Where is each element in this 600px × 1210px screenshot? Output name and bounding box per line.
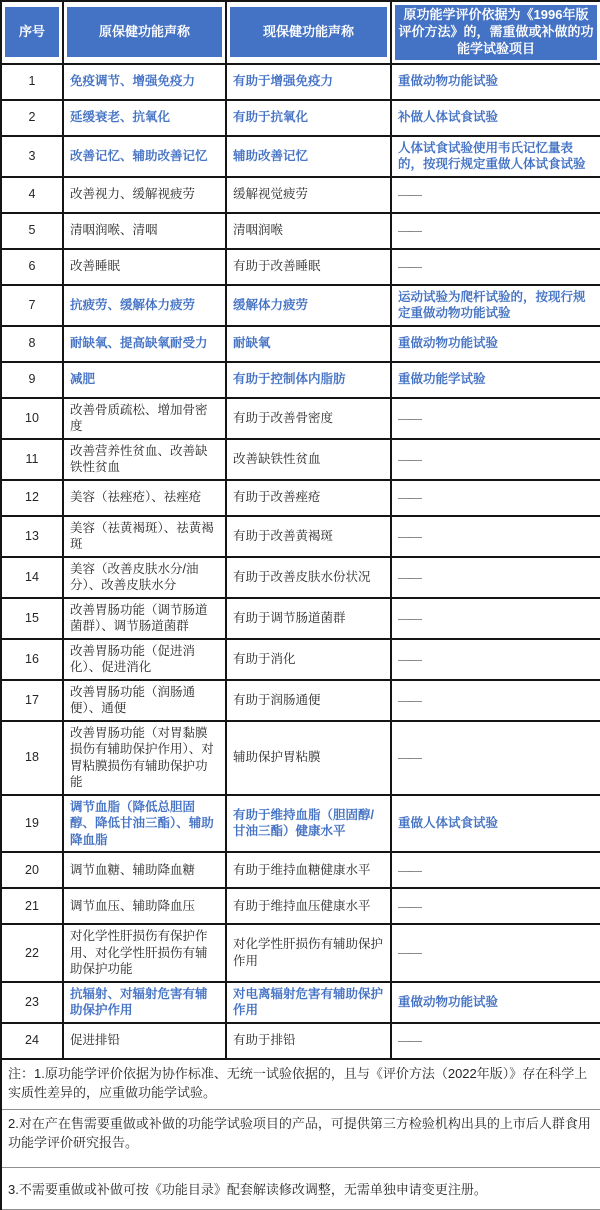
cell-current-claim: 有助于维持血压健康水平 — [226, 888, 391, 924]
cell-current-claim: 有助于维持血糖健康水平 — [226, 852, 391, 888]
cell-original-claim: 美容（祛黄褐斑）、祛黄褐斑 — [63, 516, 226, 557]
header-label-original-claim: 原保健功能声称 — [67, 7, 222, 57]
table-row — [1, 982, 600, 1023]
cell-test-item: 补做人体试食试验 — [391, 100, 600, 136]
cell-current-claim: 改善缺铁性贫血 — [226, 439, 391, 480]
cell-index: 22 — [1, 924, 63, 982]
cell-original-claim: 调节血压、辅助降血压 — [63, 888, 226, 924]
table-row — [1, 213, 600, 249]
cell-current-claim: 有助于维持血脂（胆固醇/甘油三酯）健康水平 — [226, 795, 391, 853]
cell-test-item: —— — [391, 213, 600, 249]
cell-original-claim: 改善胃肠功能（对胃黏膜损伤有辅助保护作用）、对胃粘膜损伤有辅助保护功能 — [63, 721, 226, 795]
cell-index: 8 — [1, 326, 63, 362]
table-row — [1, 285, 600, 326]
cell-current-claim: 有助于抗氧化 — [226, 100, 391, 136]
cell-current-claim: 有助于控制体内脂肪 — [226, 362, 391, 398]
cell-current-claim: 有助于改善睡眠 — [226, 249, 391, 285]
table-row — [1, 439, 600, 480]
table-row — [1, 177, 600, 213]
cell-index: 1 — [1, 64, 63, 100]
header-label-current-claim: 现保健功能声称 — [230, 7, 387, 57]
cell-current-claim: 有助于消化 — [226, 639, 391, 680]
table-body — [1, 64, 600, 1059]
cell-test-item: —— — [391, 639, 600, 680]
cell-index: 17 — [1, 680, 63, 721]
cell-current-claim: 有助于润肠通便 — [226, 680, 391, 721]
cell-test-item: —— — [391, 924, 600, 982]
cell-original-claim: 改善胃肠功能（调节肠道菌群）、调节肠道菌群 — [63, 598, 226, 639]
cell-test-item: —— — [391, 1023, 600, 1059]
note-text: 注：1.原功能学评价依据为协作标准、无统一试验依据的，且与《评价方法（2022年版）》存在科学上实质性差异的，应重做功能学试验。 — [1, 1059, 600, 1110]
cell-index: 18 — [1, 721, 63, 795]
cell-test-item: —— — [391, 480, 600, 516]
cell-current-claim: 有助于改善骨密度 — [226, 398, 391, 439]
cell-test-item: 重做功能学试验 — [391, 362, 600, 398]
cell-original-claim: 改善胃肠功能（促进消化）、促进消化 — [63, 639, 226, 680]
cell-original-claim: 免疫调节、增强免疫力 — [63, 64, 226, 100]
cell-index: 10 — [1, 398, 63, 439]
cell-index: 13 — [1, 516, 63, 557]
cell-index: 21 — [1, 888, 63, 924]
cell-test-item: 重做动物功能试验 — [391, 982, 600, 1023]
header-cell-index — [1, 1, 63, 64]
cell-test-item: 运动试验为爬杆试验的，按现行规定重做动物功能试验 — [391, 285, 600, 326]
table-row — [1, 1023, 600, 1059]
notes-body — [1, 1059, 600, 1210]
header-label-index: 序号 — [5, 7, 59, 57]
table-row — [1, 516, 600, 557]
cell-test-item: 人体试食试验使用韦氏记忆量表的，按现行规定重做人体试食试验 — [391, 136, 600, 177]
cell-original-claim: 调节血脂（降低总胆固醇、降低甘油三酯）、辅助降血脂 — [63, 795, 226, 853]
cell-current-claim: 有助于改善黄褐斑 — [226, 516, 391, 557]
cell-current-claim: 有助于调节肠道菌群 — [226, 598, 391, 639]
cell-index: 15 — [1, 598, 63, 639]
cell-original-claim: 清咽润喉、清咽 — [63, 213, 226, 249]
cell-original-claim: 改善睡眠 — [63, 249, 226, 285]
cell-index: 3 — [1, 136, 63, 177]
cell-current-claim: 有助于增强免疫力 — [226, 64, 391, 100]
cell-test-item: —— — [391, 557, 600, 598]
cell-test-item: 重做动物功能试验 — [391, 326, 600, 362]
table-header — [1, 1, 600, 64]
cell-original-claim: 延缓衰老、抗氧化 — [63, 100, 226, 136]
note-row — [1, 1109, 600, 1167]
cell-current-claim: 对电离辐射危害有辅助保护作用 — [226, 982, 391, 1023]
cell-current-claim: 清咽润喉 — [226, 213, 391, 249]
table-row — [1, 362, 600, 398]
cell-original-claim: 抗疲劳、缓解体力疲劳 — [63, 285, 226, 326]
table-row — [1, 480, 600, 516]
table-row — [1, 249, 600, 285]
cell-test-item: 重做动物功能试验 — [391, 64, 600, 100]
table-row — [1, 680, 600, 721]
table-row — [1, 598, 600, 639]
cell-index: 24 — [1, 1023, 63, 1059]
cell-original-claim: 减肥 — [63, 362, 226, 398]
cell-current-claim: 缓解视觉疲劳 — [226, 177, 391, 213]
cell-index: 4 — [1, 177, 63, 213]
cell-current-claim: 耐缺氧 — [226, 326, 391, 362]
cell-original-claim: 抗辐射、对辐射危害有辅助保护作用 — [63, 982, 226, 1023]
table-row — [1, 64, 600, 100]
cell-current-claim: 辅助保护胃粘膜 — [226, 721, 391, 795]
cell-test-item: —— — [391, 680, 600, 721]
table-row — [1, 326, 600, 362]
cell-test-item: —— — [391, 888, 600, 924]
cell-original-claim: 对化学性肝损伤有保护作用、对化学性肝损伤有辅助保护功能 — [63, 924, 226, 982]
cell-original-claim: 美容（祛痤疮）、祛痤疮 — [63, 480, 226, 516]
cell-current-claim: 辅助改善记忆 — [226, 136, 391, 177]
cell-test-item: —— — [391, 439, 600, 480]
cell-original-claim: 美容（改善皮肤水分/油分）、改善皮肤水分 — [63, 557, 226, 598]
table-row — [1, 795, 600, 853]
table-row — [1, 639, 600, 680]
cell-original-claim: 改善记忆、辅助改善记忆 — [63, 136, 226, 177]
cell-index: 16 — [1, 639, 63, 680]
cell-original-claim: 促进排铅 — [63, 1023, 226, 1059]
table-row — [1, 136, 600, 177]
table-row — [1, 398, 600, 439]
cell-test-item: —— — [391, 249, 600, 285]
cell-original-claim: 调节血糖、辅助降血糖 — [63, 852, 226, 888]
table-row — [1, 924, 600, 982]
cell-current-claim: 有助于改善痤疮 — [226, 480, 391, 516]
cell-index: 2 — [1, 100, 63, 136]
cell-index: 20 — [1, 852, 63, 888]
cell-test-item: —— — [391, 598, 600, 639]
cell-original-claim: 改善骨质疏松、增加骨密度 — [63, 398, 226, 439]
cell-test-item: —— — [391, 398, 600, 439]
header-cell-test-item — [391, 1, 600, 64]
note-text: 3.不需要重做或补做可按《功能目录》配套解读修改调整，无需单独申请变更注册。 — [1, 1167, 600, 1210]
cell-original-claim: 改善视力、缓解视疲劳 — [63, 177, 226, 213]
note-text: 2.对在产在售需要重做或补做的功能学试验项目的产品，可提供第三方检验机构出具的上市后人群食用功能学评价研究报告。 — [1, 1109, 600, 1167]
table-row — [1, 888, 600, 924]
cell-test-item: —— — [391, 721, 600, 795]
cell-index: 14 — [1, 557, 63, 598]
cell-index: 6 — [1, 249, 63, 285]
cell-test-item: —— — [391, 177, 600, 213]
cell-index: 11 — [1, 439, 63, 480]
cell-test-item: —— — [391, 516, 600, 557]
header-cell-original-claim — [63, 1, 226, 64]
table-row — [1, 100, 600, 136]
cell-current-claim: 缓解体力疲劳 — [226, 285, 391, 326]
cell-original-claim: 耐缺氧、提高缺氧耐受力 — [63, 326, 226, 362]
cell-index: 7 — [1, 285, 63, 326]
cell-test-item: —— — [391, 852, 600, 888]
table-row — [1, 852, 600, 888]
cell-index: 12 — [1, 480, 63, 516]
header-cell-current-claim — [226, 1, 391, 64]
cell-original-claim: 改善胃肠功能（润肠通便）、通便 — [63, 680, 226, 721]
cell-index: 19 — [1, 795, 63, 853]
header-label-test-item: 原功能学评价依据为《1996年版评价方法》的，需重做或补做的功能学试验项目 — [395, 5, 597, 60]
cell-index: 9 — [1, 362, 63, 398]
cell-index: 23 — [1, 982, 63, 1023]
note-row — [1, 1059, 600, 1110]
cell-original-claim: 改善营养性贫血、改善缺铁性贫血 — [63, 439, 226, 480]
header-row — [1, 1, 600, 64]
note-row — [1, 1167, 600, 1210]
cell-index: 5 — [1, 213, 63, 249]
cell-test-item: 重做人体试食试验 — [391, 795, 600, 853]
cell-current-claim: 有助于排铅 — [226, 1023, 391, 1059]
table-row — [1, 721, 600, 795]
cell-current-claim: 有助于改善皮肤水份状况 — [226, 557, 391, 598]
cell-current-claim: 对化学性肝损伤有辅助保护作用 — [226, 924, 391, 982]
table-row — [1, 557, 600, 598]
